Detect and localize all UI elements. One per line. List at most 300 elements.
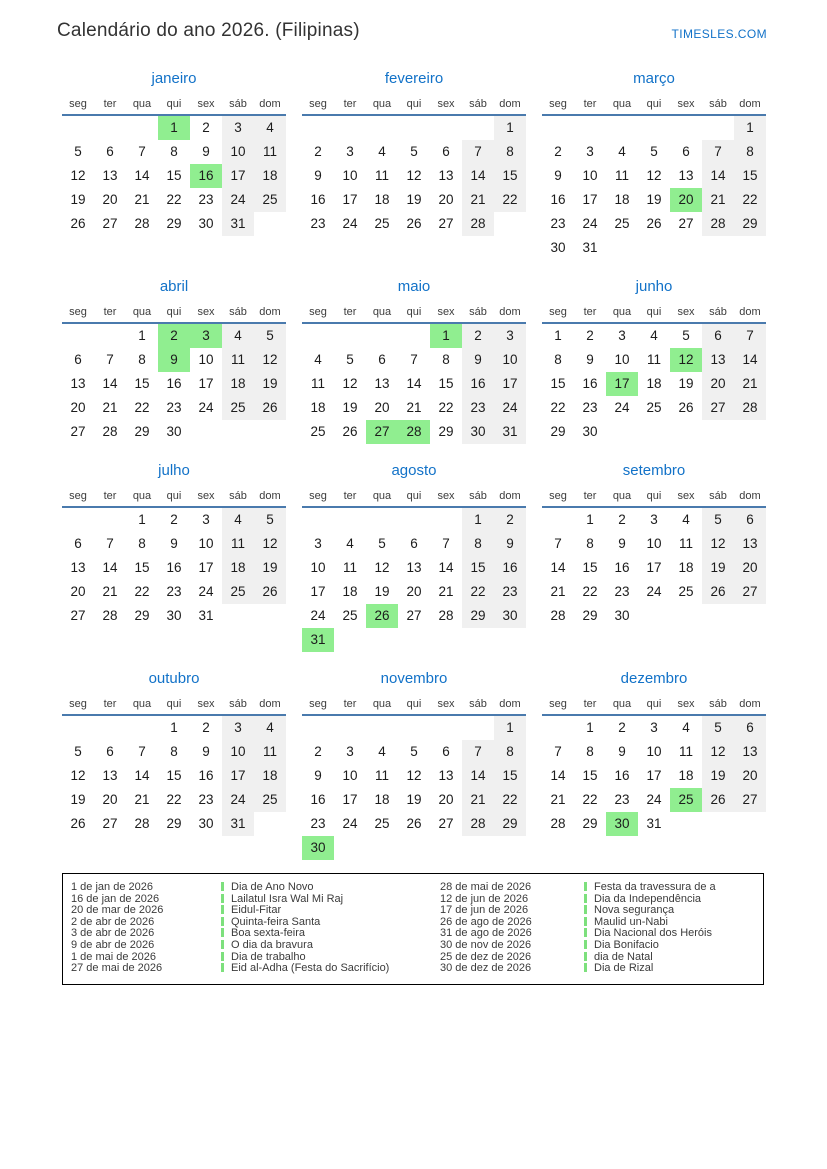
day-cell: 7 xyxy=(442,536,450,551)
empty-day-cell xyxy=(462,116,494,140)
weekday-label: sex xyxy=(677,490,695,502)
holiday-tick-icon xyxy=(584,905,587,914)
month-março xyxy=(542,70,766,260)
weekday-label: ter xyxy=(343,306,357,318)
empty-day-cell xyxy=(702,116,734,140)
day-cell: 23 xyxy=(614,792,630,807)
empty-day-cell xyxy=(334,324,366,348)
day-cell: 8 xyxy=(170,744,178,759)
day-cell: 12 xyxy=(342,376,358,391)
day-cell: 11 xyxy=(374,168,389,183)
empty-day-cell xyxy=(302,716,334,740)
day-cell: 5 xyxy=(346,352,354,367)
weekday-header-row xyxy=(302,94,526,116)
weekday-label: qui xyxy=(406,490,422,502)
day-cell: 9 xyxy=(170,536,178,551)
empty-day-cell xyxy=(366,628,398,652)
holiday-day-cell: 26 xyxy=(366,604,398,628)
month-title-março[interactable]: março xyxy=(633,70,675,87)
day-cell: 21 xyxy=(134,792,150,807)
weekday-label: qui xyxy=(646,306,662,318)
holiday-tick-icon xyxy=(584,963,587,972)
month-maio xyxy=(302,278,526,444)
day-grid xyxy=(62,324,286,444)
day-cell: 3 xyxy=(618,328,626,343)
month-title-julho[interactable]: julho xyxy=(158,462,190,479)
day-cell: 29 xyxy=(494,812,526,836)
weekday-label: sáb xyxy=(229,306,247,318)
holiday-tick-icon xyxy=(221,882,224,891)
day-cell: 14 xyxy=(134,768,150,783)
empty-day-cell xyxy=(398,716,430,740)
empty-day-cell xyxy=(430,628,462,652)
day-cell: 21 xyxy=(406,400,422,415)
day-cell: 29 xyxy=(550,424,566,439)
day-cell: 15 xyxy=(134,560,150,575)
day-cell: 18 xyxy=(614,192,630,207)
empty-day-cell xyxy=(302,508,334,532)
day-cell: 6 xyxy=(74,352,82,367)
day-cell: 17 xyxy=(342,792,358,807)
month-title-janeiro[interactable]: janeiro xyxy=(151,70,197,87)
weekday-label: qua xyxy=(132,306,152,318)
day-cell: 25 xyxy=(254,188,286,212)
day-cell: 16 xyxy=(166,560,182,575)
empty-day-cell xyxy=(334,836,366,860)
month-abril xyxy=(62,278,286,444)
day-cell: 11 xyxy=(342,560,357,575)
weekday-label: qui xyxy=(646,698,662,710)
day-cell: 5 xyxy=(410,744,418,759)
day-cell: 9 xyxy=(586,352,594,367)
day-cell: 24 xyxy=(222,188,254,212)
month-title-agosto[interactable]: agosto xyxy=(391,462,437,479)
empty-day-cell xyxy=(398,628,430,652)
weekday-label: ter xyxy=(583,306,597,318)
day-cell: 22 xyxy=(734,188,766,212)
legend-row xyxy=(584,928,759,940)
day-cell: 2 xyxy=(170,512,178,527)
weekday-header-row xyxy=(302,694,526,716)
month-title-dezembro[interactable]: dezembro xyxy=(620,670,688,687)
day-cell: 1 xyxy=(586,512,594,527)
weekday-label: qui xyxy=(166,306,182,318)
day-grid xyxy=(62,508,286,628)
legend-row xyxy=(221,952,440,964)
day-cell: 12 xyxy=(406,168,422,183)
weekday-label: qua xyxy=(132,698,152,710)
empty-day-cell xyxy=(302,324,334,348)
weekday-label: qui xyxy=(406,698,422,710)
day-cell: 7 xyxy=(462,740,494,764)
day-cell: 6 xyxy=(734,508,766,532)
weekday-header-row xyxy=(302,486,526,508)
day-cell: 12 xyxy=(70,168,86,183)
day-cell: 2 xyxy=(618,720,626,735)
day-cell: 18 xyxy=(678,560,694,575)
holiday-day-cell: 20 xyxy=(670,188,702,212)
empty-day-cell xyxy=(702,604,734,628)
day-cell: 13 xyxy=(406,560,422,575)
day-cell: 7 xyxy=(554,744,562,759)
day-cell: 4 xyxy=(314,352,322,367)
legend-date: 30 de dez de 2026 xyxy=(440,963,532,975)
day-cell: 16 xyxy=(494,556,526,580)
day-cell: 19 xyxy=(406,192,422,207)
weekday-label: seg xyxy=(549,698,567,710)
day-cell: 27 xyxy=(734,788,766,812)
weekday-label: seg xyxy=(309,698,327,710)
month-title-maio[interactable]: maio xyxy=(397,278,431,295)
day-cell: 7 xyxy=(410,352,418,367)
page-title: Calendário do ano 2026. (Filipinas) xyxy=(57,20,360,41)
weekday-label: ter xyxy=(343,98,357,110)
weekday-label: sex xyxy=(197,306,215,318)
empty-day-cell xyxy=(670,116,702,140)
day-cell: 6 xyxy=(734,716,766,740)
day-cell: 29 xyxy=(734,212,766,236)
day-cell: 25 xyxy=(310,424,326,439)
day-grid xyxy=(302,116,526,236)
day-cell: 26 xyxy=(702,580,734,604)
day-cell: 22 xyxy=(438,400,454,415)
day-cell: 8 xyxy=(138,536,146,551)
day-cell: 21 xyxy=(550,792,566,807)
holiday-tick-icon xyxy=(221,894,224,903)
legend-grid xyxy=(71,882,759,975)
month-title-novembro[interactable]: novembro xyxy=(380,670,448,687)
day-cell: 25 xyxy=(222,580,254,604)
day-cell: 11 xyxy=(222,348,254,372)
day-cell: 1 xyxy=(586,720,594,735)
weekday-header-row xyxy=(542,486,766,508)
months-grid xyxy=(62,70,766,860)
empty-day-cell xyxy=(734,420,766,444)
day-cell: 30 xyxy=(198,816,214,831)
weekday-label: qua xyxy=(612,698,632,710)
empty-day-cell xyxy=(94,116,126,140)
weekday-label: ter xyxy=(583,490,597,502)
holiday-day-cell: 2 xyxy=(158,324,190,348)
holiday-tick-icon xyxy=(584,917,587,926)
legend-row xyxy=(221,894,440,906)
day-cell: 24 xyxy=(582,216,598,231)
holiday-tick-icon xyxy=(221,917,224,926)
day-cell: 13 xyxy=(702,348,734,372)
empty-day-cell xyxy=(638,420,670,444)
legend-holiday-name: Lailatul Isra Wal Mi Raj xyxy=(231,893,344,905)
empty-day-cell xyxy=(734,604,766,628)
holiday-day-cell: 3 xyxy=(190,324,222,348)
day-cell: 23 xyxy=(198,192,214,207)
empty-day-cell xyxy=(334,508,366,532)
empty-day-cell xyxy=(62,324,94,348)
holiday-tick-icon xyxy=(221,928,224,937)
day-cell: 14 xyxy=(462,164,494,188)
weekday-label: sáb xyxy=(709,306,727,318)
day-cell: 23 xyxy=(614,584,630,599)
day-cell: 21 xyxy=(734,372,766,396)
day-cell: 20 xyxy=(734,556,766,580)
legend-holiday-name: Dia de Ano Novo xyxy=(231,882,314,893)
day-cell: 25 xyxy=(646,400,662,415)
day-cell: 7 xyxy=(734,324,766,348)
empty-day-cell xyxy=(702,812,734,836)
empty-day-cell xyxy=(638,116,670,140)
day-cell: 22 xyxy=(550,400,566,415)
weekday-label: seg xyxy=(309,98,327,110)
day-cell: 17 xyxy=(222,164,254,188)
day-cell: 6 xyxy=(702,324,734,348)
empty-day-cell xyxy=(398,836,430,860)
day-cell: 26 xyxy=(70,216,86,231)
day-grid xyxy=(62,116,286,236)
month-dezembro xyxy=(542,670,766,836)
empty-day-cell xyxy=(494,836,526,860)
day-cell: 11 xyxy=(678,536,693,551)
legend-row xyxy=(584,905,759,917)
day-cell: 17 xyxy=(310,584,326,599)
legend-row xyxy=(584,917,759,929)
empty-day-cell xyxy=(222,420,254,444)
weekday-label: dom xyxy=(499,490,521,502)
day-cell: 31 xyxy=(646,816,662,831)
day-cell: 21 xyxy=(462,188,494,212)
empty-day-cell xyxy=(462,836,494,860)
day-cell: 20 xyxy=(438,192,454,207)
holiday-day-cell: 31 xyxy=(302,628,334,652)
day-cell: 7 xyxy=(702,140,734,164)
day-cell: 3 xyxy=(314,536,322,551)
day-cell: 22 xyxy=(166,792,182,807)
day-cell: 10 xyxy=(614,352,630,367)
weekday-label: qua xyxy=(612,306,632,318)
weekday-label: sáb xyxy=(469,698,487,710)
day-cell: 6 xyxy=(442,144,450,159)
month-title-junho[interactable]: junho xyxy=(635,278,673,295)
day-cell: 7 xyxy=(138,744,146,759)
day-cell: 22 xyxy=(462,580,494,604)
day-cell: 8 xyxy=(442,352,450,367)
empty-day-cell xyxy=(430,508,462,532)
day-cell: 1 xyxy=(494,116,526,140)
day-cell: 7 xyxy=(462,140,494,164)
day-cell: 4 xyxy=(222,324,254,348)
day-cell: 16 xyxy=(310,192,326,207)
day-cell: 21 xyxy=(438,584,454,599)
day-cell: 12 xyxy=(254,532,286,556)
holiday-day-cell: 27 xyxy=(366,420,398,444)
month-title-abril[interactable]: abril xyxy=(159,278,189,295)
day-cell: 11 xyxy=(254,140,286,164)
weekday-label: sex xyxy=(197,98,215,110)
day-cell: 18 xyxy=(254,764,286,788)
weekday-label: sex xyxy=(437,306,455,318)
empty-day-cell xyxy=(670,812,702,836)
legend-date: 25 de dez de 2026 xyxy=(440,951,532,963)
weekday-label: qua xyxy=(372,698,392,710)
day-cell: 22 xyxy=(494,788,526,812)
day-cell: 28 xyxy=(734,396,766,420)
day-cell: 24 xyxy=(646,792,662,807)
day-cell: 16 xyxy=(614,768,630,783)
day-cell: 20 xyxy=(374,400,390,415)
month-title-outubro[interactable]: outubro xyxy=(148,670,200,687)
weekday-label: qui xyxy=(646,98,662,110)
weekday-header-row xyxy=(542,94,766,116)
legend-date: 2 de abr de 2026 xyxy=(71,916,155,928)
weekday-label: dom xyxy=(499,98,521,110)
day-cell: 7 xyxy=(138,144,146,159)
day-cell: 5 xyxy=(254,508,286,532)
day-cell: 3 xyxy=(222,716,254,740)
empty-day-cell xyxy=(254,812,286,836)
day-cell: 28 xyxy=(438,608,454,623)
weekday-label: ter xyxy=(343,698,357,710)
weekday-label: seg xyxy=(549,98,567,110)
weekday-header-row xyxy=(62,94,286,116)
day-cell: 31 xyxy=(494,420,526,444)
legend-date: 9 de abr de 2026 xyxy=(71,939,155,951)
day-cell: 25 xyxy=(374,216,390,231)
weekday-label: sáb xyxy=(229,98,247,110)
weekday-label: qui xyxy=(166,490,182,502)
day-cell: 4 xyxy=(254,716,286,740)
day-cell: 17 xyxy=(198,376,214,391)
day-cell: 27 xyxy=(702,396,734,420)
day-cell: 20 xyxy=(438,792,454,807)
weekday-label: seg xyxy=(69,98,87,110)
day-cell: 18 xyxy=(646,376,662,391)
day-cell: 24 xyxy=(494,396,526,420)
day-cell: 16 xyxy=(166,376,182,391)
empty-day-cell xyxy=(334,628,366,652)
day-cell: 3 xyxy=(650,720,658,735)
day-cell: 5 xyxy=(74,744,82,759)
holiday-tick-icon xyxy=(584,940,587,949)
day-cell: 24 xyxy=(198,584,214,599)
day-cell: 15 xyxy=(494,164,526,188)
weekday-label: qui xyxy=(646,490,662,502)
day-cell: 1 xyxy=(554,328,562,343)
day-cell: 7 xyxy=(106,352,114,367)
day-cell: 4 xyxy=(682,720,690,735)
day-cell: 19 xyxy=(646,192,662,207)
day-cell: 21 xyxy=(550,584,566,599)
day-cell: 25 xyxy=(254,788,286,812)
month-janeiro xyxy=(62,70,286,236)
empty-day-cell xyxy=(542,508,574,532)
day-cell: 4 xyxy=(650,328,658,343)
day-cell: 1 xyxy=(462,508,494,532)
day-cell: 9 xyxy=(494,532,526,556)
empty-day-cell xyxy=(190,420,222,444)
day-cell: 6 xyxy=(106,144,114,159)
day-cell: 14 xyxy=(550,560,566,575)
day-cell: 3 xyxy=(346,144,354,159)
weekday-label: sáb xyxy=(229,490,247,502)
day-cell: 8 xyxy=(494,140,526,164)
legend-date: 3 de abr de 2026 xyxy=(71,928,155,940)
day-cell: 3 xyxy=(202,512,210,527)
day-cell: 27 xyxy=(734,580,766,604)
day-cell: 21 xyxy=(462,788,494,812)
legend-date: 27 de mai de 2026 xyxy=(71,963,163,975)
empty-day-cell xyxy=(430,716,462,740)
empty-day-cell xyxy=(670,236,702,260)
day-cell: 5 xyxy=(650,144,658,159)
legend-date: 12 de jun de 2026 xyxy=(440,893,529,905)
day-cell: 9 xyxy=(618,744,626,759)
holiday-day-cell: 9 xyxy=(158,348,190,372)
day-cell: 3 xyxy=(346,744,354,759)
day-cell: 14 xyxy=(102,560,118,575)
weekday-header-row xyxy=(302,302,526,324)
weekday-label: qui xyxy=(406,98,422,110)
weekday-label: seg xyxy=(69,306,87,318)
day-cell: 30 xyxy=(166,424,182,439)
legend-holiday-name: dia de Natal xyxy=(594,951,653,963)
day-cell: 25 xyxy=(222,396,254,420)
day-cell: 26 xyxy=(254,580,286,604)
weekday-label: seg xyxy=(549,306,567,318)
day-cell: 12 xyxy=(374,560,390,575)
day-cell: 11 xyxy=(374,768,389,783)
empty-day-cell xyxy=(494,628,526,652)
day-cell: 20 xyxy=(102,792,118,807)
day-cell: 16 xyxy=(310,792,326,807)
site-link[interactable]: TIMESLES.COM xyxy=(671,27,767,41)
legend-holiday-name: Nova segurança xyxy=(594,905,675,917)
legend-date: 16 de jan de 2026 xyxy=(71,893,160,905)
empty-day-cell xyxy=(62,116,94,140)
weekday-label: qua xyxy=(372,306,392,318)
day-cell: 5 xyxy=(702,716,734,740)
legend-row xyxy=(584,963,759,975)
day-cell: 5 xyxy=(702,508,734,532)
empty-day-cell xyxy=(430,836,462,860)
day-grid xyxy=(62,716,286,836)
empty-day-cell xyxy=(542,716,574,740)
day-cell: 9 xyxy=(462,348,494,372)
legend-holiday-name: Dia Bonifacio xyxy=(594,939,659,951)
day-cell: 30 xyxy=(614,608,630,623)
legend-holiday-name: O dia da bravura xyxy=(231,939,313,951)
weekday-label: sex xyxy=(677,306,695,318)
day-cell: 8 xyxy=(734,140,766,164)
day-cell: 21 xyxy=(134,192,150,207)
weekday-header-row xyxy=(542,694,766,716)
holiday-day-cell: 17 xyxy=(606,372,638,396)
month-title-fevereiro[interactable]: fevereiro xyxy=(384,70,444,87)
day-cell: 2 xyxy=(462,324,494,348)
day-cell: 27 xyxy=(102,216,118,231)
empty-day-cell xyxy=(334,116,366,140)
legend-date: 1 de jan de 2026 xyxy=(71,882,153,893)
weekday-label: sex xyxy=(437,698,455,710)
day-cell: 23 xyxy=(166,584,182,599)
day-cell: 4 xyxy=(346,536,354,551)
day-cell: 15 xyxy=(734,164,766,188)
day-cell: 17 xyxy=(342,192,358,207)
month-title-setembro[interactable]: setembro xyxy=(622,462,686,479)
day-cell: 25 xyxy=(678,584,694,599)
weekday-label: ter xyxy=(583,698,597,710)
day-cell: 27 xyxy=(406,608,422,623)
weekday-label: sex xyxy=(677,98,695,110)
day-cell: 5 xyxy=(74,144,82,159)
day-cell: 10 xyxy=(310,560,326,575)
